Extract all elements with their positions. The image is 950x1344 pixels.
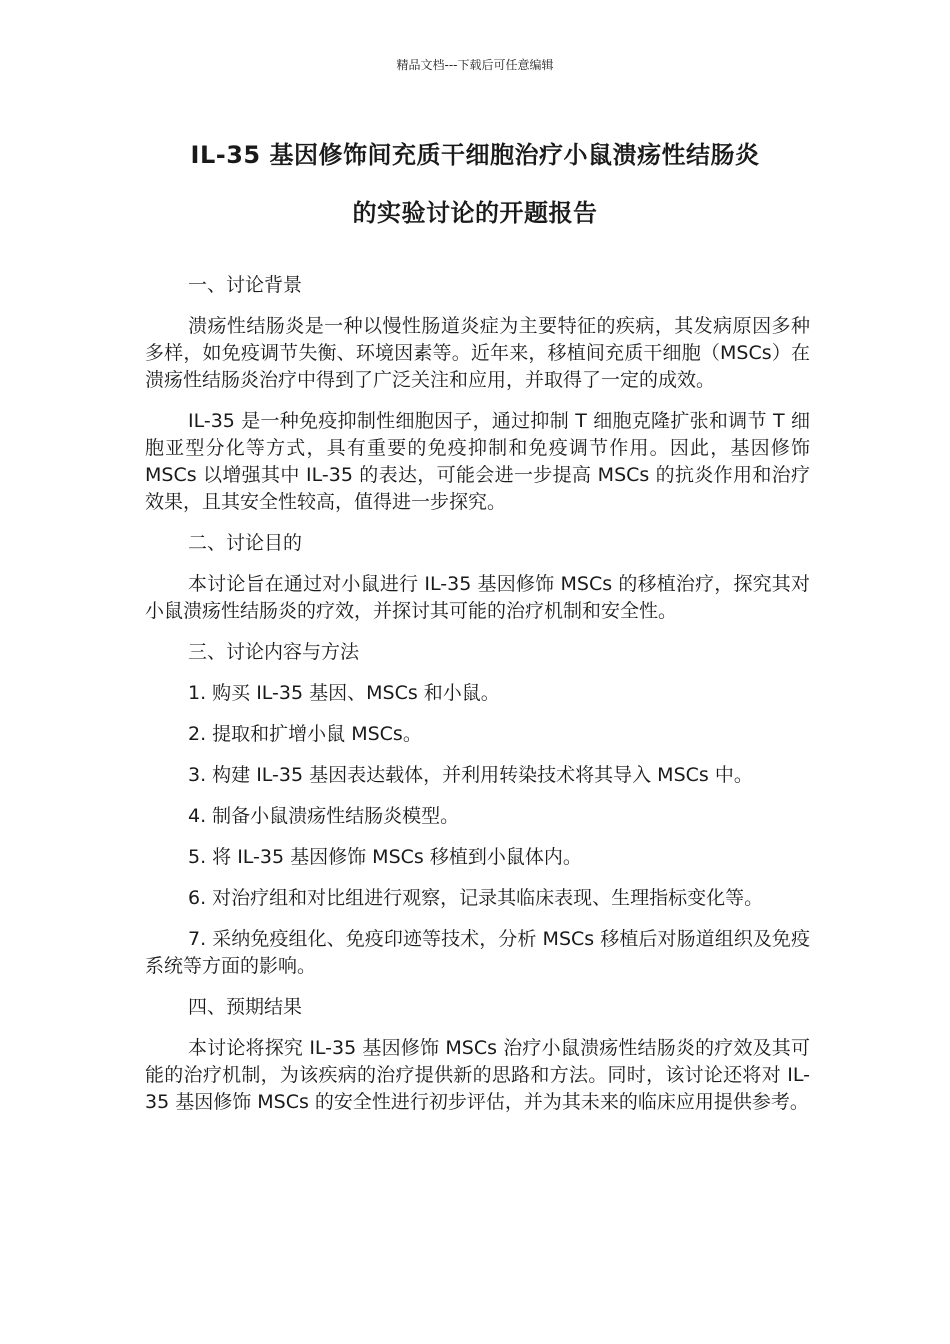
method-item-3: 3. 构建 IL-35 基因表达载体，并利用转染技术将其导入 MSCs 中。: [188, 764, 753, 786]
background-paragraph-2: IL-35 是一种免疫抑制性细胞因子，通过抑制 T 细胞克隆扩张和调节 T 细胞亚型分化等方式，具有重要的免疫抑制和免疫调节作用。因此，基因修饰 MSCs 以增强其中 IL-35 的表达，可能会进一步提高 MSCs 的抗炎作用和治疗效果，且其安全性较高，值得进一步探究。: [145, 410, 810, 513]
method-item-5: 5. 将 IL-35 基因修饰 MSCs 移植到小鼠体内。: [188, 846, 582, 868]
section-heading-background: 一、讨论背景: [188, 274, 303, 296]
method-item-7: 7. 采纳免疫组化、免疫印迹等技术，分析 MSCs 移植后对肠道组织及免疫系统等方面的影响。: [145, 928, 810, 977]
method-item-6: 6. 对治疗组和对比组进行观察，记录其临床表现、生理指标变化等。: [188, 887, 764, 909]
page-header: 精品文档---下载后可任意编辑: [396, 58, 554, 72]
background-paragraph-1: 溃疡性结肠炎是一种以慢性肠道炎症为主要特征的疾病，其发病原因多种多样，如免疫调节失衡、环境因素等。近年来，移植间充质干细胞（MSCs）在溃疡性结肠炎治疗中得到了广泛关注和应用，并取得了一定的成效。: [145, 315, 810, 391]
results-paragraph: 本讨论将探究 IL-35 基因修饰 MSCs 治疗小鼠溃疡性结肠炎的疗效及其可能的治疗机制，为该疾病的治疗提供新的思路和方法。同时，该讨论还将对 IL-35 基因修饰 MSCs 的安全性进行初步评估，并为其未来的临床应用提供参考。: [145, 1037, 810, 1113]
document-title-line-2: 的实验讨论的开题报告: [352, 199, 598, 227]
method-item-1: 1. 购买 IL-35 基因、MSCs 和小鼠。: [188, 682, 500, 704]
section-heading-purpose: 二、讨论目的: [188, 532, 303, 554]
document-title-line-1: IL-35 基因修饰间充质干细胞治疗小鼠溃疡性结肠炎: [190, 141, 760, 169]
method-item-4: 4. 制备小鼠溃疡性结肠炎模型。: [188, 805, 460, 827]
purpose-paragraph: 本讨论旨在通过对小鼠进行 IL-35 基因修饰 MSCs 的移植治疗，探究其对小鼠溃疡性结肠炎的疗效，并探讨其可能的治疗机制和安全性。: [145, 573, 810, 622]
document-body: [145, 272, 810, 1130]
section-heading-results: 四、预期结果: [188, 996, 303, 1018]
section-heading-methods: 三、讨论内容与方法: [188, 641, 360, 663]
method-item-2: 2. 提取和扩增小鼠 MSCs。: [188, 723, 422, 745]
